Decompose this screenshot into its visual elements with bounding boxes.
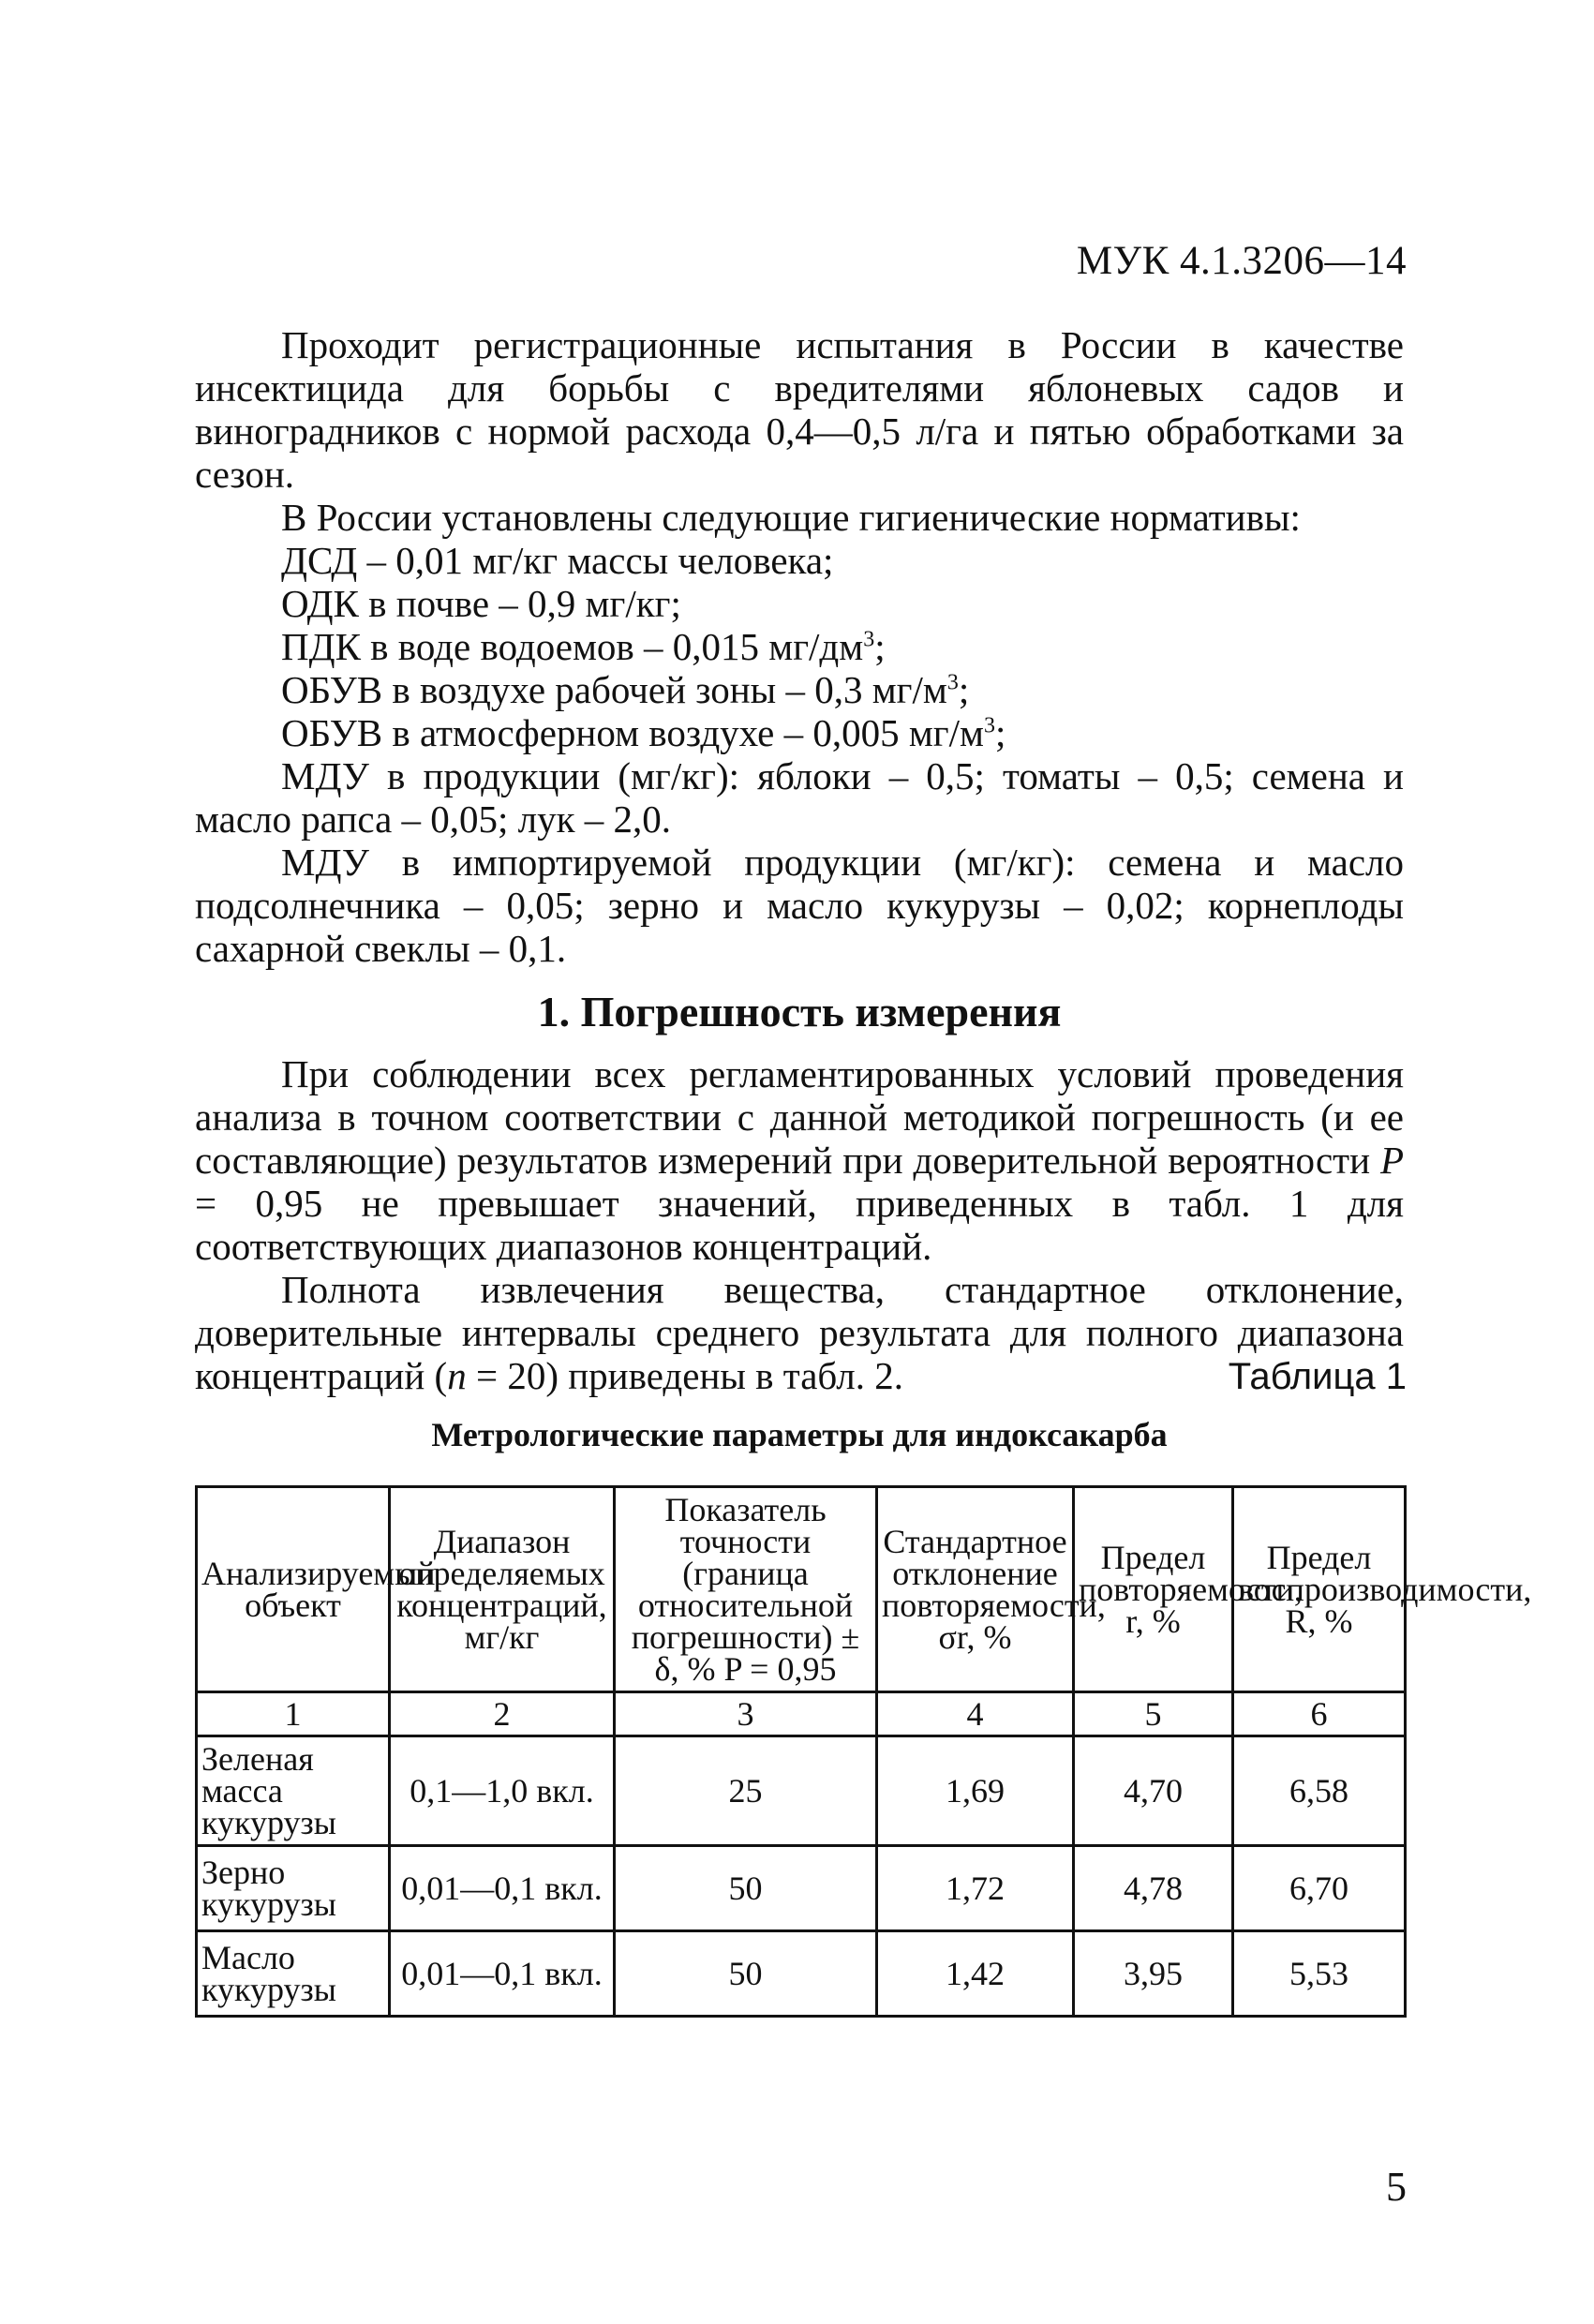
mdu-import-paragraph: МДУ в импортируемой продукции (мг/кг): семена и масло подсолнечника – 0,05; зерно и масло кукурузы – 0,02; корнеплоды сахарной свеклы – 0,1. [195, 841, 1404, 970]
table-cell: 4,78 [1074, 1846, 1233, 1931]
column-header: Диапазон определяемых концентраций, мг/кг [390, 1487, 615, 1692]
intro-paragraph: Проходит регистрационные испытания в России в качестве инсектицида для борьбы с вредителями яблоневых садов и виноградников с нормой расхода 0,4—0,5 л/га и пятью обработками за сезон. [195, 323, 1404, 496]
column-header: Показатель точности (граница относительной погрешности) ± δ, % P = 0,95 [615, 1487, 877, 1692]
body-text [195, 323, 1404, 1397]
norms-intro: В России установлены следующие гигиенические нормативы: [281, 496, 1301, 539]
column-number: 6 [1233, 1692, 1406, 1736]
column-header: Предел повторяемости, r, % [1074, 1487, 1233, 1692]
table-cell: 4,70 [1074, 1736, 1233, 1846]
section-title: 1. Погрешность измерения [537, 988, 1062, 1035]
column-number: 1 [197, 1692, 390, 1736]
column-number: 4 [877, 1692, 1074, 1736]
table-cell: 0,01—0,1 вкл. [390, 1846, 615, 1931]
table-cell: 50 [615, 1931, 877, 2017]
column-number: 3 [615, 1692, 877, 1736]
table-row [197, 1931, 1406, 2017]
column-header: Стандартное отклонение повторяемости, σr, % [877, 1487, 1074, 1692]
table-cell: 6,58 [1233, 1736, 1406, 1846]
norm-obuv-atm: ОБУВ в атмосферном воздухе – 0,005 $мг/м^3$; [281, 711, 1006, 754]
table-cell: Масло кукурузы [197, 1931, 390, 2017]
table-cell: Зеленая масса кукурузы [197, 1736, 390, 1846]
table-label: Таблица 1 [1228, 1356, 1407, 1397]
table-cell: 50 [615, 1846, 877, 1931]
table-cell: 0,1—1,0 вкл. [390, 1736, 615, 1846]
table-row [197, 1846, 1406, 1931]
section-paragraph-2: Полнота извлечения вещества, стандартное отклонение, доверительные интервалы среднего результата для полного диапазона концентраций (n = 20) приведены в табл. 2. [195, 1268, 1404, 1397]
table-cell: 1,42 [877, 1931, 1074, 2017]
norm-obuv-work: ОБУВ в воздухе рабочей зоны – 0,3 $мг/м^3$; [281, 668, 970, 711]
table-cell: 3,95 [1074, 1931, 1233, 2017]
page-number: 5 [1386, 2164, 1407, 2210]
table-row [197, 1736, 1406, 1846]
section-paragraph-1: При соблюдении всех регламентированных условий проведения анализа в точном соответствии с данной методикой погрешность (и ее составляющие) результатов измерений при доверительной вероятности P = 0,95 не превышает значений, приведенных в табл. 1 для соответствующих диапазонов концентраций. [195, 1052, 1404, 1268]
norm-odk: ОДК в почве – 0,9 мг/кг; [281, 582, 681, 625]
column-header: Анализируемый объект [197, 1487, 390, 1692]
column-number: 5 [1074, 1692, 1233, 1736]
document-code: МУК 4.1.3206—14 [1076, 239, 1407, 283]
column-header: Предел воспроизводимости, R, % [1233, 1487, 1406, 1692]
column-number-row [197, 1692, 1406, 1736]
table-cell: 1,69 [877, 1736, 1074, 1846]
table-cell: 6,70 [1233, 1846, 1406, 1931]
table-title: Метрологические параметры для индоксакарба [431, 1416, 1168, 1453]
table-cell: 5,53 [1233, 1931, 1406, 2017]
table-cell: Зерно кукурузы [197, 1846, 390, 1931]
metrology-table [195, 1485, 1532, 2018]
norm-dsd: ДСД – 0,01 мг/кг массы человека; [281, 539, 834, 582]
column-number: 2 [390, 1692, 615, 1736]
table-cell: 25 [615, 1736, 877, 1846]
table-cell: 1,72 [877, 1846, 1074, 1931]
table-cell: 0,01—0,1 вкл. [390, 1931, 615, 2017]
mdu-paragraph: МДУ в продукции (мг/кг): яблоки – 0,5; томаты – 0,5; семена и масло рапса – 0,05; лук – 2,0. [195, 754, 1404, 841]
table-header-row [197, 1487, 1406, 1692]
norm-pdk: ПДК в воде водоемов – 0,015 $мг/дм^3$; [281, 625, 886, 668]
